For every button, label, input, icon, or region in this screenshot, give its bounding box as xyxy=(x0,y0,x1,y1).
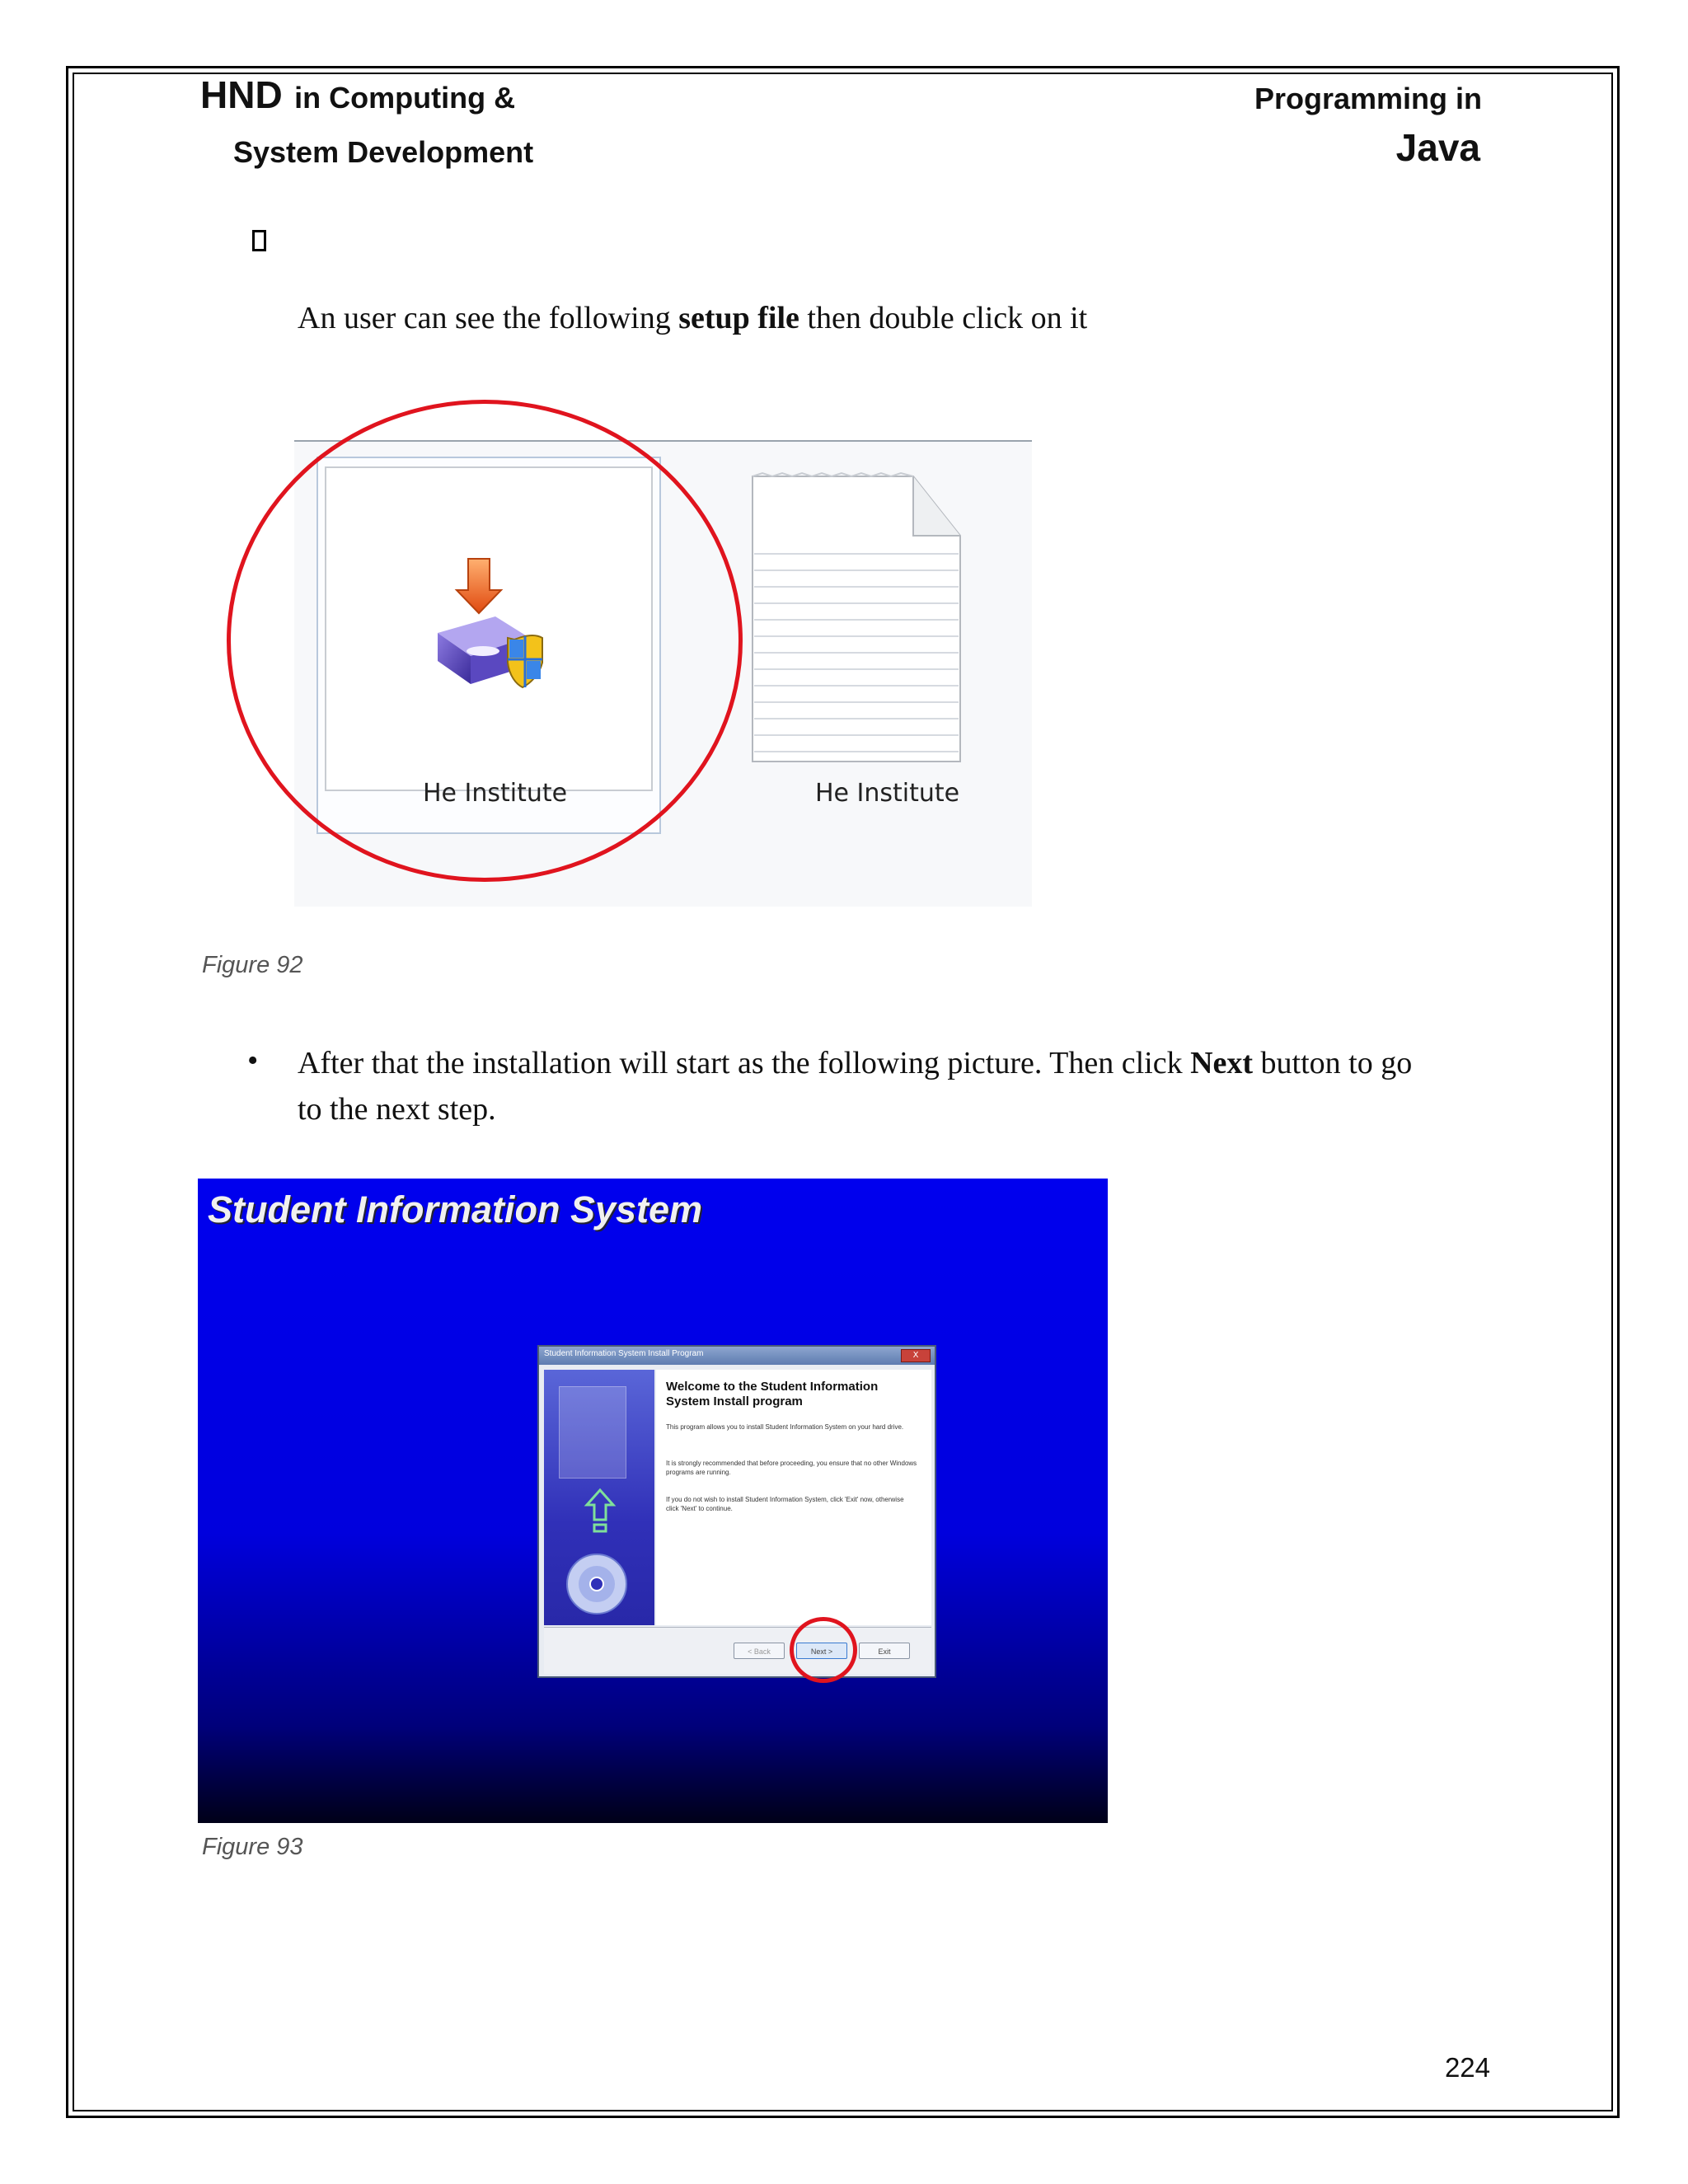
next-button[interactable]: Next > xyxy=(796,1643,847,1659)
install-dialog xyxy=(537,1345,936,1678)
exit-button[interactable]: Exit xyxy=(859,1643,910,1659)
figure-93-image xyxy=(198,1179,1108,1823)
dialog-paragraph-2: It is strongly recommended that before proceeding, you ensure that no other Windows programs are running. xyxy=(666,1460,917,1476)
header-java: Java xyxy=(1395,126,1480,169)
header-system-development: System Development xyxy=(233,135,534,169)
installer-banner-title: Student Information System xyxy=(208,1188,703,1230)
header-computing: in Computing & xyxy=(294,81,516,115)
file-label-setup: He Institute xyxy=(423,779,568,808)
header-hnd: HND xyxy=(200,73,283,116)
header-programming: Programming in xyxy=(1254,82,1482,115)
figure-93-caption: Figure 93 xyxy=(202,1834,303,1860)
dialog-footer xyxy=(544,1627,931,1674)
dialog-paragraph-1: This program allows you to install Student Information System on your hard drive. xyxy=(666,1423,904,1431)
side-panel-window-graphic xyxy=(559,1386,626,1479)
document-icon[interactable] xyxy=(744,471,967,768)
step2-text-line2: to the next step. xyxy=(298,1092,496,1127)
dialog-side-panel xyxy=(544,1370,654,1625)
dialog-paragraph-3: If you do not wish to install Student Information System, click 'Exit' now, otherwise click 'Next' to continue. xyxy=(666,1496,904,1512)
intro-text-part2: then double click on it xyxy=(799,301,1088,335)
back-button[interactable]: < Back xyxy=(734,1643,785,1659)
figure-92-caption: Figure 92 xyxy=(202,952,303,978)
step2-text-part1: After that the installation will start as the following picture. Then click xyxy=(298,1046,1191,1080)
file-label-document: He Institute xyxy=(815,779,960,808)
up-arrow-icon xyxy=(584,1487,617,1536)
dialog-title: Student Information System Install Program xyxy=(544,1349,704,1358)
highlight-circle-next-button xyxy=(790,1617,857,1683)
dialog-titlebar xyxy=(539,1347,935,1365)
page-number: 224 xyxy=(1444,2052,1490,2083)
highlight-circle-setup-file xyxy=(227,400,743,882)
intro-text xyxy=(298,295,1087,342)
step2-text-line1 xyxy=(298,1040,1412,1087)
missing-glyph-box-icon xyxy=(252,230,266,251)
cd-disc-icon xyxy=(564,1551,630,1617)
intro-setup-file: setup file xyxy=(678,301,799,335)
header-left-line1 xyxy=(200,73,515,117)
step2-next: Next xyxy=(1190,1046,1254,1080)
intro-text-part1: An user can see the following xyxy=(298,301,679,335)
dialog-body xyxy=(656,1370,931,1625)
step2-text-part2: button to go xyxy=(1253,1046,1413,1080)
bullet-icon: • xyxy=(247,1043,259,1078)
dialog-heading: Welcome to the Student Information System Install program xyxy=(666,1380,879,1408)
dialog-close-button[interactable]: X xyxy=(901,1349,931,1362)
